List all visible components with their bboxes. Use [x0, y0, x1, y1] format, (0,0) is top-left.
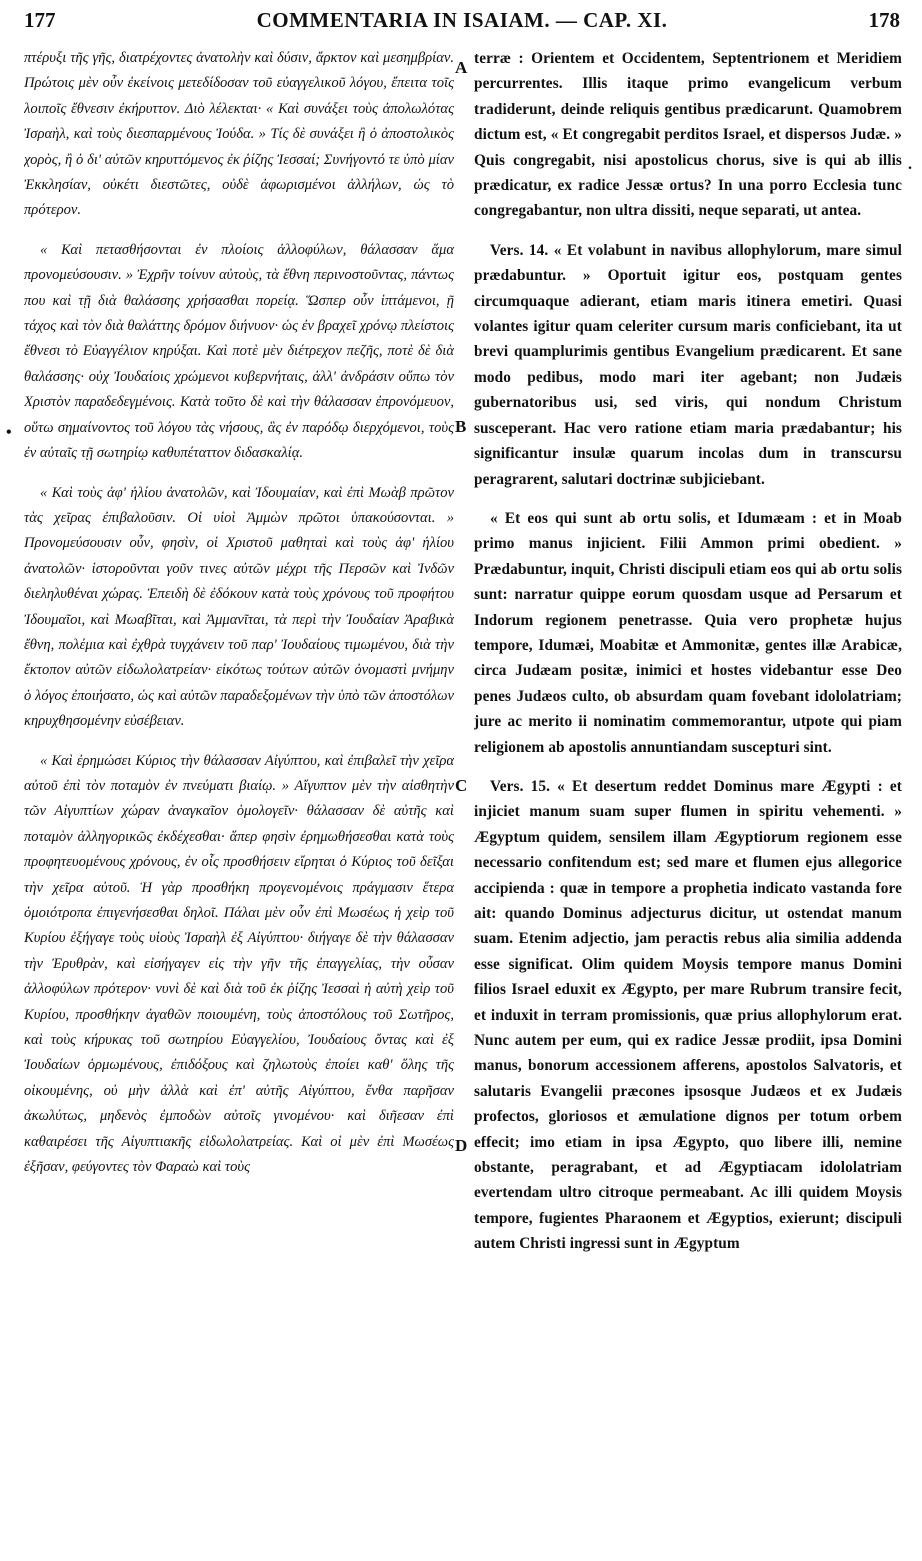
- running-title: COMMENTARIA IN ISAIAM. — CAP. XI.: [256, 8, 668, 32]
- margin-letter-a: A: [455, 58, 468, 77]
- page-number-left: 177: [24, 8, 56, 32]
- greek-paragraph: « Καὶ πετασθήσονται ἐν πλοίοις ἀλλοφύλων, θάλασσαν ἅμα προνομεύσουσιν. » Ἐχρῆν τοίνυν αὐτοὺς, τὰ ἔθνη περινοστοῦντας, πάντως που καὶ τῇ διὰ θαλάσσης χρήσασθαι πορείᾳ. Ὥσπερ οὖν ἱπτάμενοι, ῇ τάχος καὶ τὸν διὰ θαλάττης δρόμον διήνυον· ὡς ἐν βραχεῖ χρόνῳ πλείστοις ἔθνεσι τὸ Εὐαγγέλιον κηρύξαι. Καὶ ποτὲ μὲν διέτρεχον πεζῆς, ποτὲ δὲ διὰ θαλάσσης· οὐχ Ἰουδαίοις χρώμενοι κυβερνήταις, ἀλλ' ἀνδράσιν οὔπω τὸν Χριστὸν παραδεδεγμένοις. Κατὰ τοῦτο δὲ καὶ τὴν θάλασσαν ἐπρονόμευον, οὕτω σημαίνοντος τοῦ λόγου τὰς νήσους, ἃς ἐν παρόδῳ διερχόμενοι, τοὺς ἐν αὐταῖς τῇ σωτηρίῳ καθυπέταττον διδασκαλίᾳ.: [24, 241, 454, 462]
- latin-paragraph: Vers. 15. « Et desertum reddet Dominus mare Ægypti : et injiciet manum suam super flumen in spiritu vehementi. » Ægyptum quidem, sensilem illam Ægyptiorum regionem esse necessario confitendum est; sed mare et flumen ejus allegorice accipienda : quæ in tempore a prophetia indicato vastanda fore ait: quando Dominus adjecturus dicitur, ut ostendat manum suam. Etenim adjectio, jam peractis rebus alia similia addenda esse significat. Olim quidem Moysis tempore manus Domini filios Israel eduxit ex Ægypto, per mare Rubrum transire fecit, et induxit in terram promissionis, quæ prius allophylorum erat. Nunc autem per eum, qui ex radice Jessæ prodiit, ipsa Domini manus, bonorum accessionem afferens, apostolos Salvatoris, et salutaris Evangelii præcones ipsosque Judæos et ex Judæis profectos, gloriosos et æmulatione dignos per totum orbem effecit; imo etiam in ipsa Ægypto, quo libere illi, nemine obstante, peragrabant, et ad Ægyptiacam idololatriam evertendam ultro citroque permeabant. Ac illi quidem Moysis tempore, fugientes Pharaonem et Ægyptios, exierunt; discipuli autem Christi ingressi sunt in Ægyptum: [474, 777, 902, 1253]
- greek-paragraph: « Καὶ τοὺς ἀφ' ἡλίου ἀνατολῶν, καὶ Ἰδουμαίαν, καὶ ἐπὶ Μωὰβ πρῶτον τὰς χεῖρας ἐπιβαλοῦσιν. Οἱ υἱοὶ Ἀμμὼν πρῶτοι ὑπακούσονται. » Προνομεύσουσιν οὖν, φησὶν, οἱ Χριστοῦ μαθηταὶ καὶ τοὺς ἀφ' ἡλίου ἀνατολῶν· ἱστοροῦνται γοῦν τινες αὐτῶν μέχρι τῆς Περσῶν καὶ Ἰνδῶν διεληλυθέναι χώρας. Ἐπειδὴ δὲ ἐδόκουν κατὰ τοὺς χρόνους τοῦ προφήτου Ἰδουμαῖοι, καὶ Μωαβῖται, καὶ Ἀμμανῖται, τὰ περὶ τὴν Ἰουδαίαν Ἀραβικὰ ἔθνη, πολέμια καὶ ἐχθρὰ τυγχάνειν τοῦ παρ' Ἰουδαίους τιμωμένου, διὰ τὴν ἔκτοπον αὐτῶν εἰδωλολατρείαν· εἰκότως τούτων αὐτῶν ὀνομαστὶ μνήμην ὁ λόγος ἐποιήσατο, ὡς καὶ αὐτῶν παραδεξομένων τὴν ὑπὸ τῶν ἀποστόλων κηρυχθησομένην εὐσέβειαν.: [24, 484, 454, 730]
- greek-paragraph: « Καὶ ἐρημώσει Κύριος τὴν θάλασσαν Αἰγύπτου, καὶ ἐπιβαλεῖ τὴν χεῖρα αὐτοῦ ἐπὶ τὸν ποταμὸν ἐν πνεύματι βιαίῳ. » Αἴγυπτον μὲν τὴν αἰσθητὴν τῶν Αἰγυπτίων χώραν ἀναγκαῖον ὁμολογεῖν· θάλασσαν δὲ αὐτῆς καὶ ποταμὸν ἀλληγορικῶς ἐκδέχεσθαι· ἅπερ φησὶν ἐρημωθήσεσθαι κατὰ τοὺς προφητευομένους χρόνους, ἐν οἷς προσθήσειν εἴρηται ὁ Κύριος τοῦ δεῖξαι τὴν χεῖρα αὐτοῦ. Ἡ γὰρ προσθήκη προγενομένοις πράγμασιν ἕτερα ὁμοιότροπα ἐπιγενήσεσθαι δηλοῖ. Πάλαι μὲν οὖν ἐπὶ Μωσέως ἡ χεὶρ τοῦ Κυρίου ἐξήγαγε τοὺς υἱοὺς Ἰσραὴλ ἐξ Αἰγύπτου· διήγαγε δὲ τὴν θάλασσαν τὴν Ἐρυθρὰν, καὶ εἰσήγαγεν εἰς τὴν γῆν τῆς ἐπαγγελίας, τὴν οὖσαν ἀλλοφύλων πρότερον· νυνὶ δὲ καὶ διὰ τοῦ ἐκ ῥίζης Ἰεσσαὶ ἡ αὐτὴ χεὶρ τοῦ Κυρίου, προσθήκην ἀγαθῶν ποιουμένη, τοὺς ἀποστόλους τοῦ Σωτῆρος, καὶ τοὺς κήρυκας τοῦ σωτηρίου Εὐαγγελίου, Ἰουδαίους ὄντας καὶ ἐξ Ἰουδαίων ὁρμωμένους, ἐπιδόξους καὶ ζηλωτοὺς ἐποίει καθ' ὅλης τῆς οἰκουμένης, οὐ μὴν ἀλλὰ καὶ ἐπ' αὐτῆς Αἰγύπτου, ἔνθα παρῆσαν ἀκωλύτως, μηδενὸς ἐμποδὼν αὐτοῖς γινομένου· καὶ διῆεσαν ἐπὶ καθαιρέσει τῆς Αἰγυπτιακῆς εἰδωλολατρείας. Καὶ οἱ μὲν ἐπὶ Μωσέως ἐξῆσαν, φεύγοντες τὸν Φαραὼ καὶ τοὺς: [24, 752, 454, 1176]
- latin-paragraph: « Et eos qui sunt ab ortu solis, et Idumæam : et in Moab primo manus injicient. Filii Ammon primi obedient. » Prædabuntur, inquit, Christi discipuli etiam eos qui ab ortu solis sunt: narratur quippe eorum quosdam usque ad Persarum et Indorum regionem penetrasse. Quia vero prophetæ hujus tempore, Idumæi, Moabitæ et Ammonitæ, gentes illæ Arabicæ, circa Judæam positæ, inimici et hostes videbantur esse Deo penes Judæos culto, ob absurdam quam fovebant idololatriam; jure ac merito ii nominatim commemorantur, utpote qui piam religionem ab apostolis annuntiandam suscepturi sint.: [474, 509, 902, 756]
- latin-paragraph: terræ : Orientem et Occidentem, Septentrionem et Meridiem percurrentes. Illis itaque primo evangelicum verbum tradiderunt, deinde reliquis gentibus prædicarunt. Quamobrem dictum est, « Et congregabit perditos Israel, et dispersos Judæ. » Quis congregabit, nisi apostolicus chorus, sive is qui ab illis prædicatur, ex radice Jessæ ortus? In una porro Ecclesia tunc congregabantur, non ultra dissiti, neque separati, ut antea.: [474, 50, 902, 220]
- margin-mark-right: .: [908, 156, 912, 173]
- margin-mark-left: •: [6, 424, 12, 441]
- greek-paragraph: πτέρυξι τῆς γῆς, διατρέχοντες ἀνατολὴν καὶ δύσιν, ἄρκτον καὶ μεσημβρίαν. Πρώτοις μὲν οὖν ἐκείνοις μετεδίδοσαν τοῦ εὐαγγελικοῦ λόγου, ἔπειτα τοῖς λοιποῖς ἔθνεσιν ἐκήρυττον. Διὸ λέλεκται· « Καὶ συνάξει τοὺς ἀπολωλότας Ἰσραὴλ, καὶ τοὺς διεσπαρμένους Ἰούδα. » Τίς δὲ συνάξει ἢ ὁ ἀποστολικὸς χορὸς, ἢ ὁ δι' αὐτῶν κηρυττόμενος ἐκ ῥίζης Ἰεσσαί; Συνήγοντό τε ὑπὸ μίαν Ἐκκλησίαν, οὐκέτι διεστῶτες, οὐδὲ ἀφωρισμένοι ἀλλήλων, ὡς τὸ πρότερον.: [24, 50, 454, 219]
- margin-letter-b: B: [455, 417, 467, 436]
- page-number-right: 178: [868, 8, 900, 32]
- margin-letter-d: D: [455, 1136, 468, 1155]
- running-header: [24, 8, 900, 38]
- latin-text-column: [474, 46, 902, 1549]
- margin-letter-c: C: [455, 776, 468, 795]
- greek-text-column: [24, 46, 454, 1549]
- latin-paragraph: Vers. 14. « Et volabunt in navibus allophylorum, mare simul prædabuntur. » Oportuit igitur eos, postquam gentes circumquaque adierant, etiam maris itinera emetiri. Quasi volantes igitur quam celeriter cursum maris conficiebant, ita ut brevi quamplurimis gentibus Evangelium prædicarent. Et sane modo pedibus, modo mari iter agebant; non Judæis gubernatoribus usi, sed viris, qui nondum Christum susceperant. Hac vero ratione etiam maria prædabantur; his significantur insulæ quarum incolas dum in transcursu peragrarent, salutari doctrinæ subjiciebant.: [474, 241, 902, 488]
